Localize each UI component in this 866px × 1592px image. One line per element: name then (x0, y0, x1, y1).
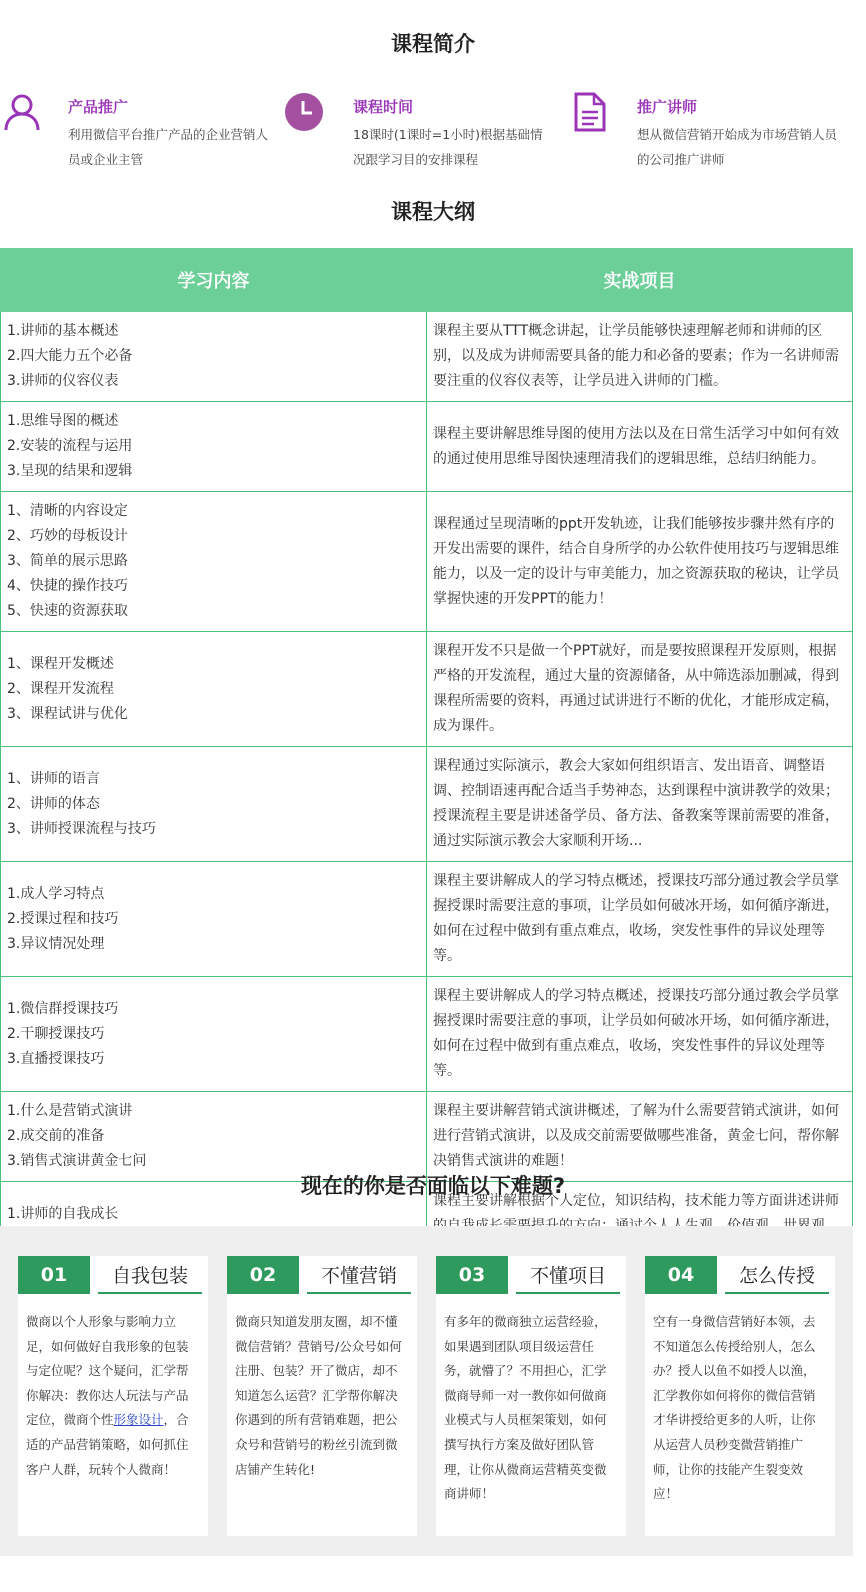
card-title: 怎么传授 (725, 1256, 829, 1294)
problem-card (645, 1256, 835, 1536)
content-item: 2、讲师的体态 (7, 795, 100, 812)
project-cell: 课程通过呈现清晰的ppt开发轨迹，让我们能够按步骤井然有序的开发出需要的课件，结合自身所学的办公软件使用技巧与逻辑思维能力，以及一定的设计与审美能力，加之资源获取的秘诀，让学员掌握快速的开发PPT的能力！ (427, 492, 853, 632)
content-cell (1, 747, 427, 862)
project-cell: 课程主要讲解成人的学习特点概述，授课技巧部分通过教会学员掌握授课时需要注意的事项，让学员如何破冰开场，如何循序渐进，如何在过程中做到有重点难点，收场，突发性事件的异议处理等等。 (427, 977, 853, 1092)
content-item: 1.成人学习特点 (7, 885, 105, 902)
content-item: 3、简单的展示思路 (7, 553, 128, 569)
project-cell: 课程通过实际演示，教会大家如何组织语言、发出语音、调整语调、控制语速再配合适当手势神态，达到课程中演讲教学的效果；授课流程主要是讲述备学员、备方法、备教案等课前需要的准备，通过实际演示教会大家顺利开场... (427, 747, 853, 862)
content-item: 1、讲师的语言 (7, 770, 100, 787)
content-item: 2.干聊授课技巧 (7, 1025, 105, 1042)
card-body: 微商只知道发朋友圈，却不懂微信营销？营销号/公众号如何注册、包装？开了微店，却不知道怎么运营？汇学帮你解决你遇到的所有营销难题，把公众号和营销号的粉丝引流到微店铺产生转化! (235, 1314, 402, 1477)
content-item: 2.四大能力五个必备 (7, 348, 133, 364)
content-item: 5、快速的资源获取 (7, 603, 128, 619)
outline-title: 课程大纲 (391, 200, 475, 224)
table-row (1, 862, 853, 977)
problems-section (0, 1226, 853, 1556)
content-item: 2、课程开发流程 (7, 680, 114, 697)
card-number: 03 (436, 1256, 508, 1294)
content-item: 4、快捷的操作技巧 (7, 578, 128, 594)
card-title: 不懂营销 (307, 1256, 411, 1294)
column-header-project: 实战项目 (427, 249, 853, 312)
card-title: 不懂项目 (516, 1256, 620, 1294)
content-item: 1.什么是营销式演讲 (7, 1103, 133, 1119)
card-body (26, 1310, 198, 1482)
content-item: 2.安装的流程与运用 (7, 438, 133, 454)
content-cell (1, 1092, 427, 1182)
intro-item-desc: 18课时(1课时=1小时)根据基础情况跟学习目的安排课程 (353, 127, 543, 167)
card-title: 自我包装 (98, 1256, 202, 1294)
table-row (1, 747, 853, 862)
table-row (1, 402, 853, 492)
project-cell: 课程主要讲解思维导图的使用方法以及在日常生活学习中如何有效的通过使用思维导图快速理清我们的逻辑思维，总结归纳能力。 (427, 402, 853, 492)
problem-card (18, 1256, 208, 1536)
content-cell (1, 312, 427, 402)
content-item: 3.销售式演讲黄金七问 (7, 1153, 147, 1169)
content-item: 2.成交前的准备 (7, 1128, 105, 1144)
content-item: 2.授课过程和技巧 (7, 910, 119, 927)
content-cell (1, 977, 427, 1092)
outline-table (0, 248, 853, 1272)
person-icon (2, 92, 42, 132)
content-item: 1、课程开发概述 (7, 655, 114, 672)
content-cell (1, 862, 427, 977)
intro-item-title: 课程时间 (353, 98, 414, 116)
content-item: 3.异议情况处理 (7, 935, 105, 952)
problems-title: 现在的你是否面临以下难题? (300, 1174, 566, 1198)
content-cell (1, 402, 427, 492)
intro-item-desc: 利用微信平台推广产品的企业营销人员或企业主管 (68, 127, 269, 167)
table-row (1, 977, 853, 1092)
content-item: 2、巧妙的母板设计 (7, 528, 128, 544)
problem-card (436, 1256, 626, 1536)
project-cell: 课程主要讲解根据个人定位，知识结构，技术能力等方面讲述讲师 (427, 1182, 853, 1272)
content-cell (1, 492, 427, 632)
card-body: 有多年的微商独立运营经验，如果遇到团队项目级运营任务，就懵了？不用担心，汇学微商导师一对一教你如何做商业模式与人员框架策划，如何撰写执行方案及做好团队管理，让你从微商运营精英变微商讲师！ (444, 1314, 607, 1502)
card-body-text: ，合适的产品营销策略，如何抓住客户人群，玩转个人微商！ (26, 1412, 189, 1477)
intro-item-title: 产品推广 (68, 98, 129, 116)
card-number: 02 (227, 1256, 299, 1294)
document-icon (570, 92, 610, 132)
intro-item-title: 推广讲师 (637, 98, 698, 116)
project-cell: 课程主要讲解成人的学习特点概述，授课技巧部分通过教会学员掌握授课时需要注意的事项，让学员如何破冰开场，如何循序渐进，如何在过程中做到有重点难点，收场，突发性事件的异议处理等等。 (427, 862, 853, 977)
column-header-content: 学习内容 (1, 249, 427, 312)
card-number: 04 (645, 1256, 717, 1294)
content-item: 3、讲师授课流程与技巧 (7, 820, 156, 837)
table-row (1, 492, 853, 632)
project-cell: 课程主要讲解营销式演讲概述，了解为什么需要营销式演讲，如何进行营销式演讲，以及成交前需要做哪些准备，黄金七问，帮你解决销售式演讲的难题！ (427, 1092, 853, 1182)
table-row (1, 632, 853, 747)
clock-icon (284, 92, 324, 132)
content-item: 1、清晰的内容设定 (7, 503, 128, 519)
image-design-link[interactable]: 形象设计 (113, 1412, 164, 1428)
content-item: 3.讲师的仪容仪表 (7, 373, 119, 389)
content-item: 3.呈现的结果和逻辑 (7, 463, 133, 479)
intro-title: 课程简介 (391, 32, 475, 56)
content-item: 1.微信群授课技巧 (7, 1000, 119, 1017)
card-number: 01 (18, 1256, 90, 1294)
problem-card (227, 1256, 417, 1536)
table-row (1, 312, 853, 402)
content-item: 3.直播授课技巧 (7, 1050, 105, 1067)
card-body: 空有一身微信营销好本领，去不知道怎么传授给别人，怎么办？授人以鱼不如授人以渔，汇学教你如何将你的微信营销才华讲授给更多的人听，让你从运营人员秒变微营销推广师，让你的技能产生裂变效应！ (653, 1314, 816, 1502)
content-item: 3、课程试讲与优化 (7, 705, 128, 722)
table-row (1, 1092, 853, 1182)
project-cell: 课程主要从TTT概念讲起，让学员能够快速理解老师和讲师的区别，以及成为讲师需要具备的能力和必备的要素；作为一名讲师需要注重的仪容仪表等，让学员进入讲师的门槛。 (427, 312, 853, 402)
table-header-row (1, 249, 853, 312)
intro-item-desc: 想从微信营销开始成为市场营销人员的公司推广讲师 (637, 127, 838, 167)
content-item: 1.讲师的基本概述 (7, 323, 119, 339)
project-cell: 课程开发不只是做一个PPT就好，而是要按照课程开发原则，根据严格的开发流程，通过大量的资源储备，从中筛选添加删减，得到课程所需要的资料，再通过试讲进行不断的优化，才能形成定稿，成为课件。 (427, 632, 853, 747)
content-item: 1.讲师的自我成长 (7, 1205, 119, 1222)
content-item: 1.思维导图的概述 (7, 413, 119, 429)
card-body-text: 微商以个人形象与影响力立足，如何做好自我形象的包装与定位呢？这个疑问，汇学帮你解决：教你达人玩法与产品定位，微商个性 (26, 1314, 189, 1428)
content-cell (1, 632, 427, 747)
